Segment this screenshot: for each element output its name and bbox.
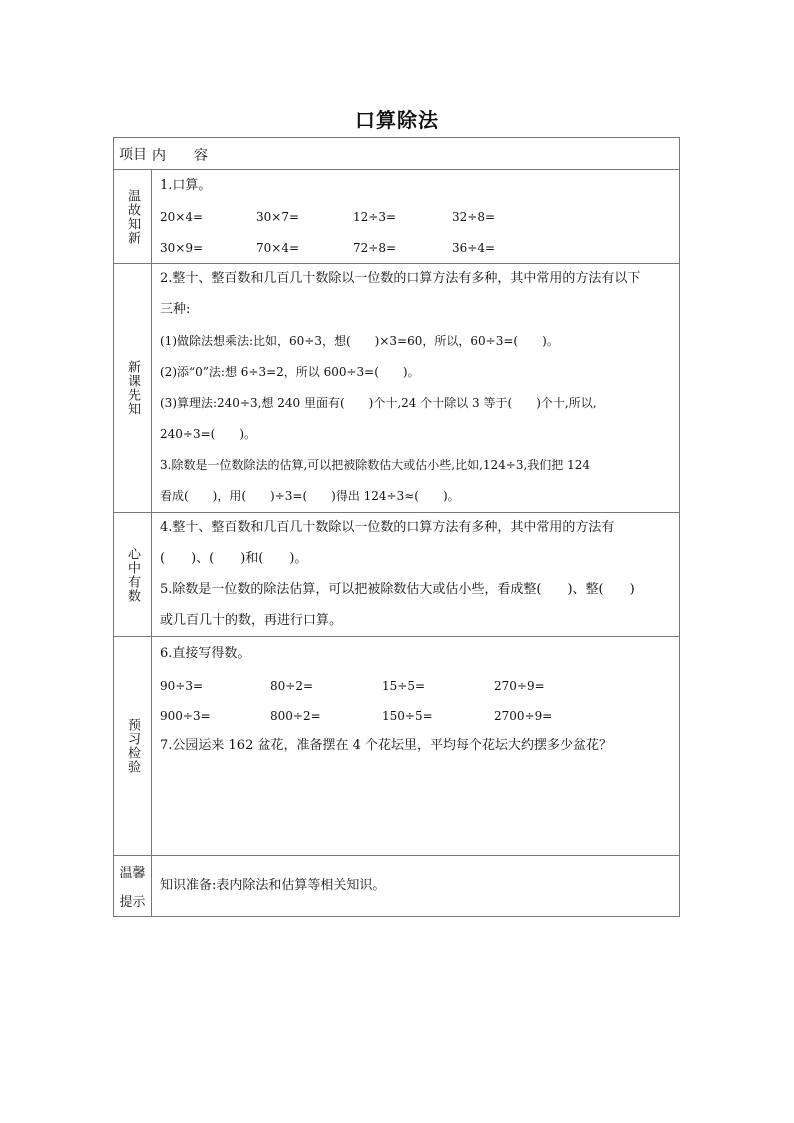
header-content-cell: [152, 138, 679, 169]
page-title: 口算除法: [355, 108, 439, 132]
header-project-cell: [114, 138, 152, 169]
new-lesson-row: [114, 264, 679, 513]
new-lesson-label-cell: [114, 264, 152, 512]
question-4-line-1: 4.整十、整百数和几百几十数除以一位数的口算方法有多种，其中常用的方法有: [160, 520, 615, 535]
question-3-line-2: 看成( )，用( )÷3=( )得出 124÷3≈( )。: [160, 489, 460, 503]
method-3-line-1: (3)算理法:240÷3,想 240 里面有( )个十,24 个十除以 3 等于( )个十,所以,: [160, 396, 597, 410]
summary-row: [114, 513, 679, 637]
calc-item: 70×4=: [256, 241, 300, 255]
question-4-line-2: ( )、( )和( )。: [160, 551, 308, 566]
question-2-line-1: 2.整十、整百数和几百几十数除以一位数的口算方法有多种，其中常用的方法有以下: [160, 271, 641, 286]
preview-content: [152, 637, 679, 855]
question-1: 1.口算。: [160, 178, 212, 193]
question-5-line-2: 或几百几十的数，再进行口算。: [160, 613, 343, 628]
calc-item: 270÷9=: [494, 679, 545, 693]
calc-item: 900÷3=: [160, 709, 211, 723]
table-header-row: [114, 138, 679, 170]
warmup-content: [152, 170, 679, 263]
calc-item: 30×7=: [256, 210, 300, 224]
calc-item: 20×4=: [160, 210, 204, 224]
worksheet-table: [113, 137, 680, 917]
tip-label-line-2: 提示: [119, 895, 146, 910]
calc-item: 72÷8=: [353, 241, 397, 255]
tip-label-line-1: 温馨: [119, 866, 146, 881]
calc-item: 90÷3=: [160, 679, 204, 693]
header-content-label: 内 容: [152, 148, 208, 164]
tip-text: 知识准备:表内除法和估算等相关知识。: [160, 878, 386, 893]
warmup-label: 温故知新: [125, 188, 140, 245]
tip-row: [114, 856, 679, 916]
warmup-label-cell: [114, 170, 152, 263]
calc-item: 80÷2=: [270, 679, 314, 693]
calc-item: 36÷4=: [452, 241, 496, 255]
question-5-line-1: 5.除数是一位数的除法估算，可以把被除数估大或估小些，看成整( )、整( ): [160, 582, 635, 597]
question-3-line-1: 3.除数是一位数除法的估算,可以把被除数估大或估小些,比如,124÷3,我们把 124: [160, 458, 591, 472]
calc-item: 12÷3=: [353, 210, 397, 224]
summary-label: 心中有数: [125, 546, 140, 603]
preview-check-row: [114, 637, 679, 856]
calc-item: 32÷8=: [452, 210, 496, 224]
calc-item: 2700÷9=: [494, 709, 553, 723]
calc-item: 800÷2=: [270, 709, 321, 723]
new-lesson-label: 新课先知: [125, 360, 140, 416]
question-2-line-2: 三种:: [160, 302, 191, 317]
method-3-line-2: 240÷3=( )。: [160, 427, 257, 441]
warmup-row: [114, 170, 679, 264]
preview-label-cell: [114, 637, 152, 855]
preview-label: 预习检验: [125, 718, 140, 774]
calc-item: 15÷5=: [382, 679, 426, 693]
summary-content: [152, 513, 679, 636]
summary-label-cell: [114, 513, 152, 636]
calc-item: 30×9=: [160, 241, 204, 255]
new-lesson-content: [152, 264, 679, 512]
method-1: (1)做除法想乘法:比如，60÷3，想( )×3=60，所以，60÷3=( )。: [160, 334, 559, 348]
tip-content: [152, 856, 679, 916]
header-project-label: 项目: [119, 146, 147, 163]
question-6: 6.直接写得数。: [160, 646, 251, 661]
calc-item: 150÷5=: [382, 709, 433, 723]
method-2: (2)添“0”法:想 6÷3=2，所以 600÷3=( )。: [160, 365, 420, 379]
question-7: 7.公园运来 162 盆花，准备摆在 4 个花坛里，平均每个花坛大约摆多少盆花？: [160, 738, 613, 753]
tip-label-cell: [114, 856, 152, 916]
